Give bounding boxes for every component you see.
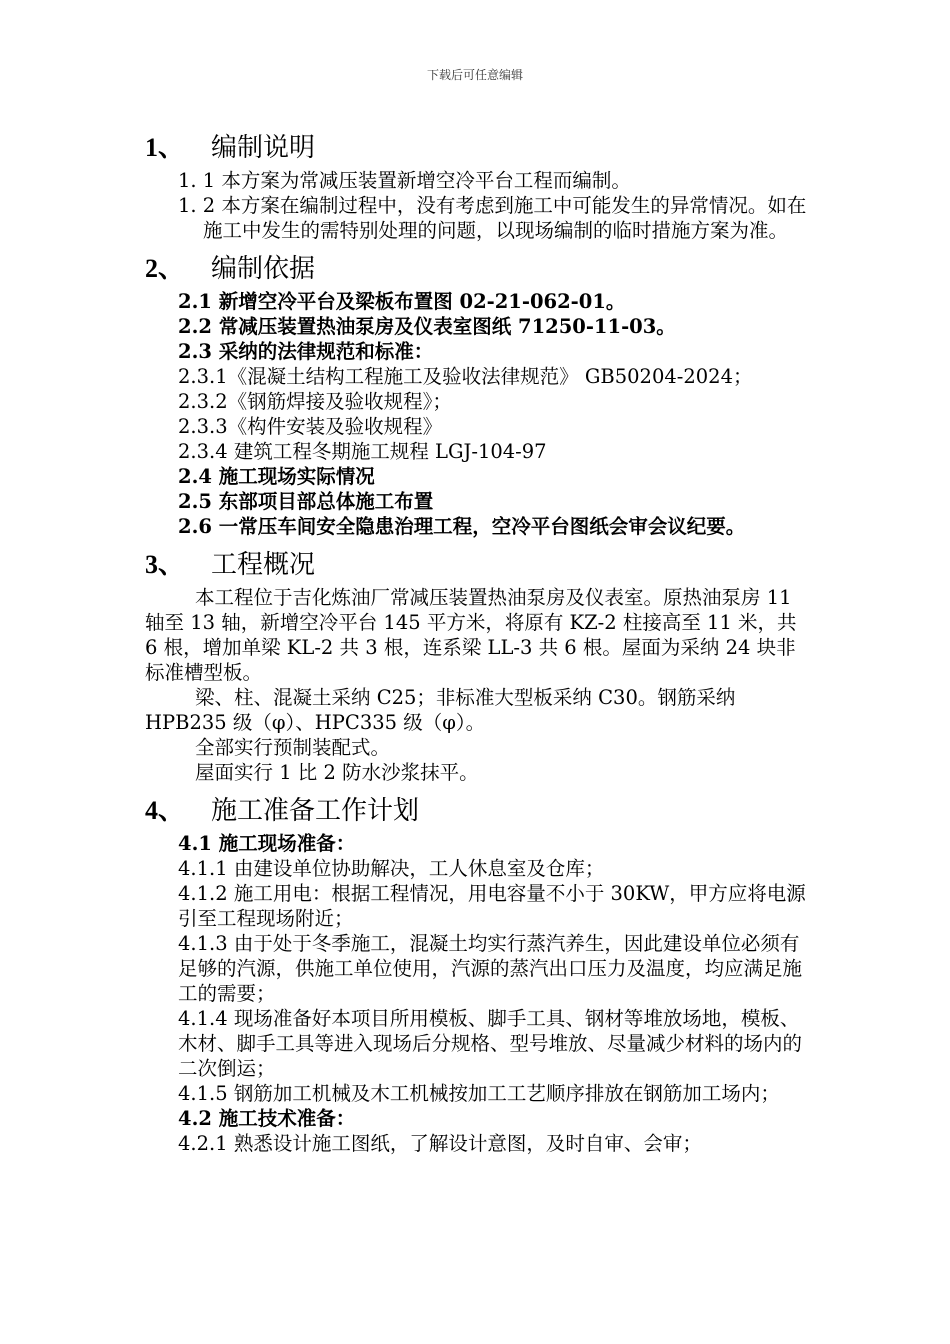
list-item: 4.1.5 钢筋加工机械及木工机械按加工工艺顺序排放在钢筋加工场内； (178, 1082, 780, 1105)
list-item: 4.1.1 由建设单位协助解决，工人休息室及仓库； (178, 857, 605, 880)
page-header: 下载后可任意编辑 (426, 68, 523, 82)
section-title: 编制依据 (211, 254, 316, 284)
section-title: 施工准备工作计划 (211, 796, 420, 826)
section-number: 2、 (145, 254, 185, 283)
section-heading-1 (145, 128, 815, 168)
list-item: 4.1.3 由于处于冬季施工，混凝土均实行蒸汽养生，因此建设单位必须有足够的汽源，供施工单位使用，汽源的蒸汽出口压力及温度，均应满足施工的需要； (178, 932, 803, 1005)
document-body (145, 128, 815, 1156)
list-item: 2.1 新增空冷平台及梁板布置图 02-21-062-01。 (178, 290, 626, 313)
list-item: 2.2 常减压装置热油泵房及仪表室图纸 71250-11-03。 (178, 315, 676, 338)
paragraph: 梁、柱、混凝土采纳 C25；非标准大型板采纳 C30。钢筋采纳 HPB235 级（φ）、HPC335 级（φ）。 (145, 686, 736, 734)
list-item: 1. 2 本方案在编制过程中，没有考虑到施工中可能发生的异常情况。如在施工中发生的需特别处理的问题，以现场编制的临时措施方案为准。 (178, 194, 807, 242)
list-item: 2.3 采纳的法律规范和标准： (178, 340, 434, 363)
section-title: 工程概况 (211, 550, 316, 580)
list-item: 4.2 施工技术准备： (178, 1107, 356, 1130)
section-number: 3、 (145, 550, 185, 579)
list-item: 2.3.2《钢筋焊接及验收规程》； (178, 390, 452, 413)
section-heading-2 (145, 249, 815, 289)
list-item: 1. 1 本方案为常减压装置新增空冷平台工程而编制。 (178, 169, 631, 192)
list-item: 2.3.1《混凝土结构工程施工及验收法律规范》 GB50204-2024； (178, 365, 753, 388)
paragraph: 屋面实行 1 比 2 防水沙浆抹平。 (195, 761, 479, 784)
list-item: 2.3.4 建筑工程冬期施工规程 LGJ-104-97 (178, 440, 547, 463)
paragraph: 全部实行预制装配式。 (195, 736, 391, 759)
section-number: 1、 (145, 133, 185, 162)
list-item: 4.1.2 施工用电：根据工程情况，用电容量不小于 30KW，甲方应将电源引至工程现场附近； (178, 882, 806, 930)
section-title: 编制说明 (211, 133, 316, 163)
list-item: 2.5 东部项目部总体施工布置 (178, 490, 434, 513)
section-number: 4、 (145, 796, 185, 825)
section-heading-4 (145, 791, 815, 831)
section-heading-3 (145, 545, 815, 585)
list-item: 4.2.1 熟悉设计施工图纸，了解设计意图，及时自审、会审； (178, 1132, 702, 1155)
paragraph: 本工程位于吉化炼油厂常减压装置热油泵房及仪表室。原热油泵房 11 轴至 13 轴，新增空冷平台 145 平方米，将原有 KZ-2 柱接高至 11 米，共 6 根，增加单梁 KL-2 共 3 根，连系梁 LL-3 共 6 根。屋面为采纳 24 块非标准槽型板。 (145, 586, 797, 684)
list-item: 4.1.4 现场准备好本项目所用模板、脚手工具、钢材等堆放场地，模板、木材、脚手工具等进入现场后分规格、型号堆放、尽量减少材料的场内的二次倒运； (178, 1007, 803, 1080)
list-item: 2.3.3《构件安装及验收规程》 (178, 415, 443, 438)
list-item: 4.1 施工现场准备： (178, 832, 356, 855)
list-item: 2.4 施工现场实际情况 (178, 465, 375, 488)
list-item: 2.6 一常压车间安全隐患治理工程，空冷平台图纸会审会议纪要。 (178, 515, 746, 538)
